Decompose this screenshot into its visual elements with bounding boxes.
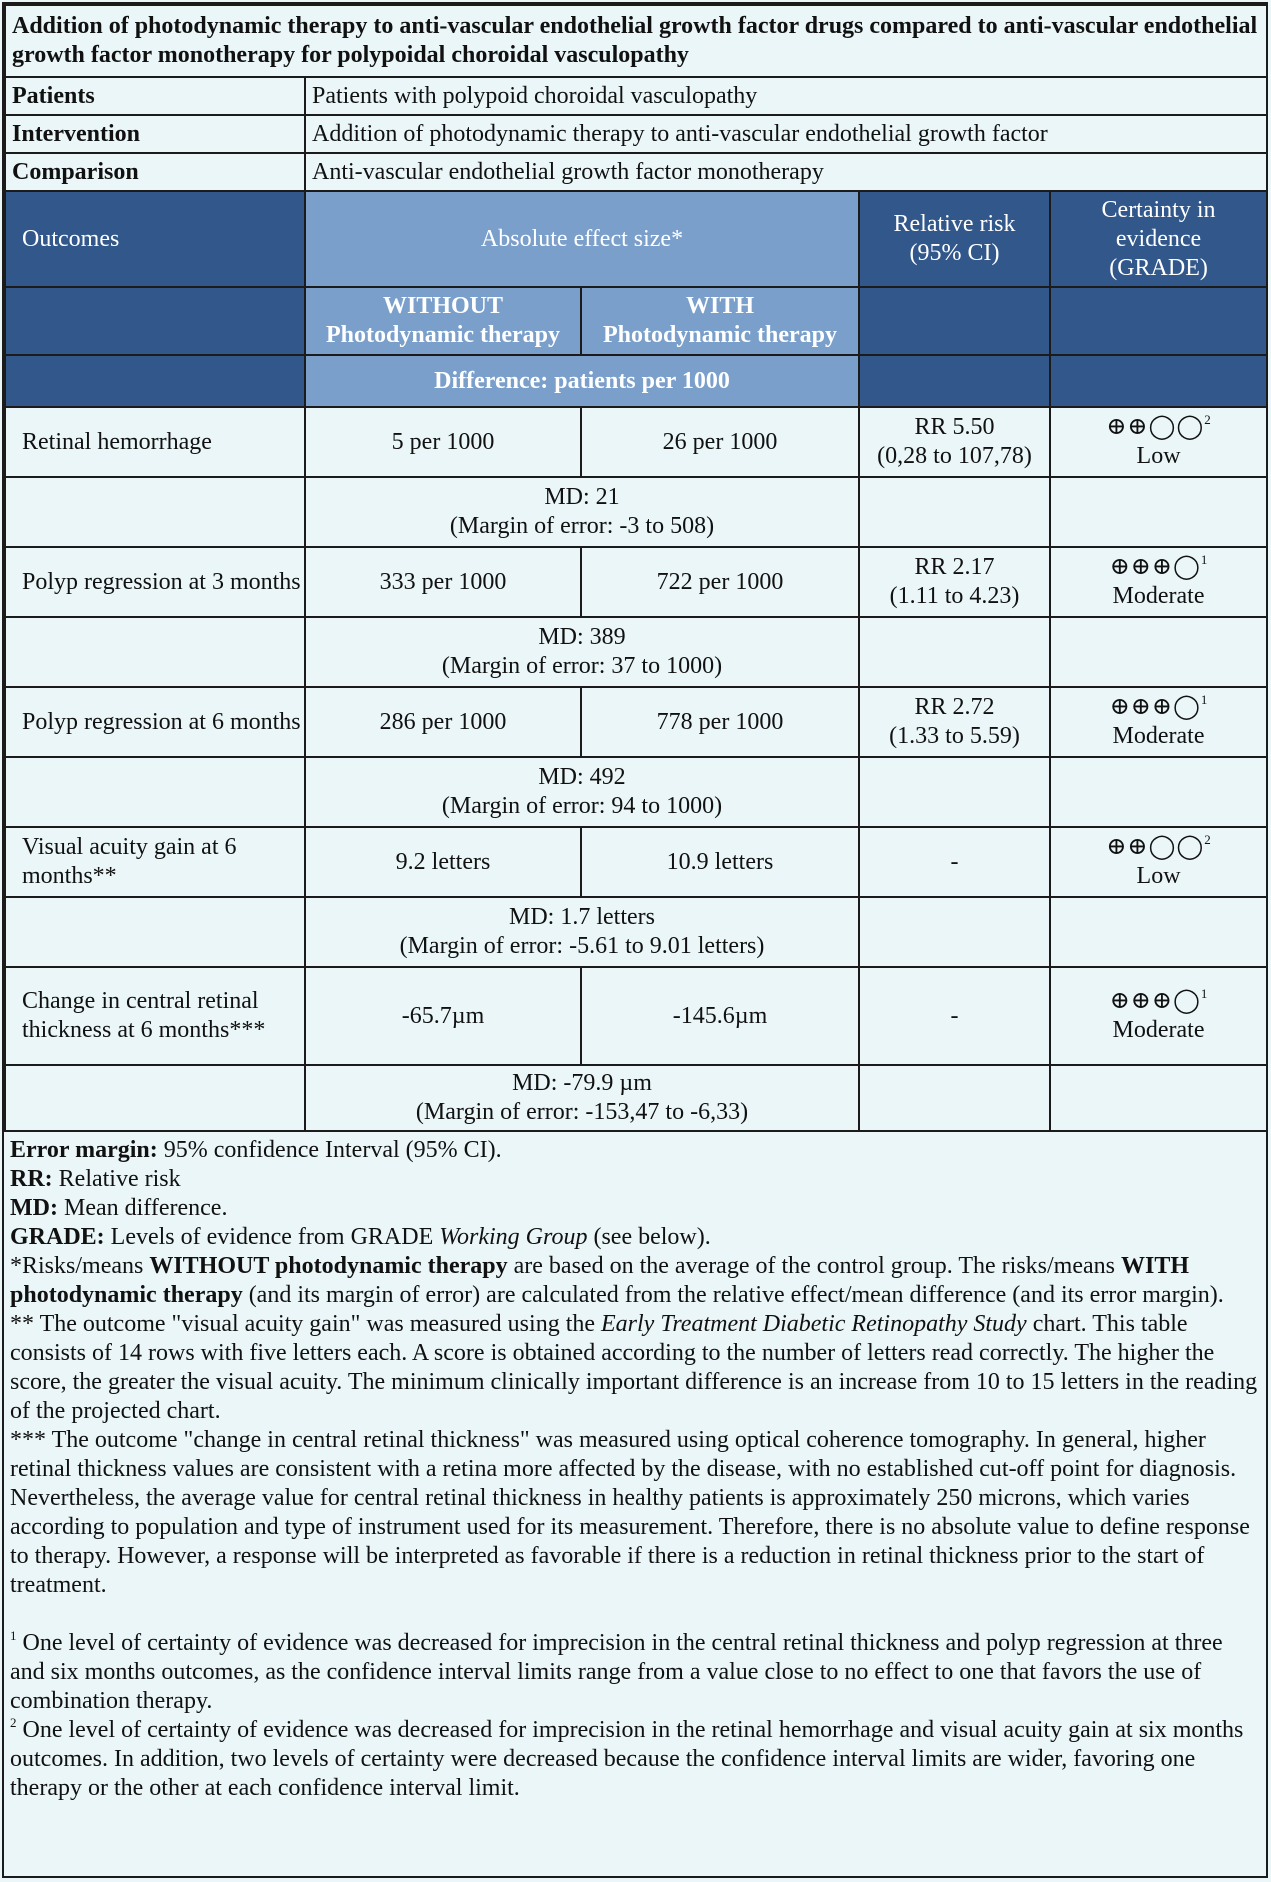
blank-cell — [5, 1065, 305, 1131]
blank-cell — [859, 477, 1050, 547]
note-grade: GRADE: Levels of evidence from GRADE Working Group (see below). — [10, 1224, 711, 1250]
blank-cell — [1050, 897, 1267, 967]
relative-risk: RR 2.17 (1.11 to 4.23) — [859, 547, 1050, 617]
certainty-grade: ⊕⊕◯◯$^2$ Low — [1050, 827, 1267, 897]
relative-risk: - — [859, 967, 1050, 1065]
outcome-name: Polyp regression at 3 months — [5, 547, 305, 617]
footnote-1: $^1$ One level of certainty of evidence was decreased for imprecision in the central retinal thickness and polyp regression at three and six months outcomes, as the confidence interval limits range from a value close to no effect to one that favors the use of combination therapy. — [10, 1628, 1223, 1714]
table-title: Addition of photodynamic therapy to anti-vascular endothelial growth factor drugs compared to anti-vascular endothelial growth factor monotherapy for polypoidal choroidal vasculopathy — [5, 5, 1267, 77]
risk-with: 722 per 1000 — [581, 547, 859, 617]
blank-cell — [859, 617, 1050, 687]
blank-cell — [859, 1065, 1050, 1131]
pico-value-intervention: Addition of photodynamic therapy to anti-vascular endothelial growth factor — [305, 115, 1267, 153]
certainty-grade: ⊕⊕⊕◯$^1$ Moderate — [1050, 967, 1267, 1065]
grade-symbols: ⊕⊕◯◯ — [1106, 834, 1205, 860]
certainty-grade: ⊕⊕⊕◯$^1$ Moderate — [1050, 547, 1267, 617]
table-row — [5, 407, 1267, 477]
note-single-star: *Risks/means WITHOUT photodynamic therapy are based on the average of the control group. The risks/means WITH photodynamic therapy (and its margin of error) are calculated from the relative effect/mean difference (and its error margin). — [10, 1253, 1224, 1308]
risk-with: 26 per 1000 — [581, 407, 859, 477]
footnote-2: $^2$ One level of certainty of evidence was decreased for imprecision in the retinal hemorrhage and visual acuity gain at six months outcomes. In addition, two levels of certainty were decreased because the confidence interval limits are wider, favoring one therapy or the other at each confidence interval limit. — [10, 1715, 1244, 1801]
header-blank — [5, 355, 305, 407]
certainty-grade: ⊕⊕⊕◯$^1$ Moderate — [1050, 687, 1267, 757]
header-blank — [1050, 287, 1267, 355]
blank-cell — [5, 477, 305, 547]
spacer — [10, 1600, 1260, 1629]
blank-cell — [1050, 1065, 1267, 1131]
pico-label-intervention: Intervention — [5, 115, 305, 153]
header-absolute-effect: Absolute effect size* — [305, 191, 859, 287]
header-with: WITH Photodynamic therapy — [581, 287, 859, 355]
mean-difference: MD: -79.9 µm (Margin of error: -153,47 to -6,33) — [305, 1065, 859, 1131]
blank-cell — [1050, 757, 1267, 827]
risk-without: 9.2 letters — [305, 827, 581, 897]
pico-value-comparison: Anti-vascular endothelial growth factor monotherapy — [305, 153, 1267, 191]
table-row — [5, 827, 1267, 897]
outcome-name: Retinal hemorrhage — [5, 407, 305, 477]
relative-risk: RR 5.50 (0,28 to 107,78) — [859, 407, 1050, 477]
grade-symbols: ⊕⊕⊕◯ — [1109, 988, 1201, 1014]
footnote-ref: 1 — [1200, 552, 1208, 567]
table-row — [5, 477, 1267, 547]
table-row — [5, 1065, 1267, 1131]
outcome-name: Change in central retinal thickness at 6 months*** — [5, 967, 305, 1065]
table-footnotes — [4, 1132, 1266, 1803]
mean-difference: MD: 389 (Margin of error: 37 to 1000) — [305, 617, 859, 687]
blank-cell — [1050, 617, 1267, 687]
table-row — [5, 897, 1267, 967]
note-error-margin: Error margin: 95% confidence Interval (95% CI). — [10, 1137, 502, 1163]
outcome-name: Visual acuity gain at 6 months** — [5, 827, 305, 897]
note-rr: RR: Relative risk — [10, 1166, 181, 1192]
note-triple-star: *** The outcome "change in central retinal thickness" was measured using optical coherence tomography. In general, higher retinal thickness values are consistent with a retina more affected by the disease, with no established cut-off point for diagnosis. Nevertheless, the average value for central retinal thickness in healthy patients is approximately 250 microns, which varies according to population and type of instrument used for its measurement. Therefore, there is no absolute value to define response to therapy. However, a response will be interpreted as favorable if there is a reduction in retinal thickness prior to the start of treatment. — [10, 1427, 1250, 1598]
outcome-name: Polyp regression at 6 months — [5, 687, 305, 757]
grade-symbols: ⊕⊕◯◯ — [1106, 414, 1205, 440]
certainty-grade: ⊕⊕◯◯$^2$ Low — [1050, 407, 1267, 477]
risk-without: -65.7µm — [305, 967, 581, 1065]
risk-with: 10.9 letters — [581, 827, 859, 897]
header-blank — [5, 287, 305, 355]
blank-cell — [859, 757, 1050, 827]
header-relative-risk: Relative risk (95% CI) — [859, 191, 1050, 287]
table-row — [5, 757, 1267, 827]
risk-without: 5 per 1000 — [305, 407, 581, 477]
mean-difference: MD: 21 (Margin of error: -3 to 508) — [305, 477, 859, 547]
blank-cell — [5, 757, 305, 827]
table-row — [5, 547, 1267, 617]
header-difference: Difference: patients per 1000 — [305, 355, 859, 407]
pico-value-patients: Patients with polypoid choroidal vasculopathy — [305, 77, 1267, 115]
mean-difference: MD: 1.7 letters (Margin of error: -5.61 to 9.01 letters) — [305, 897, 859, 967]
header-blank — [1050, 355, 1267, 407]
footnote-ref: 1 — [1200, 986, 1208, 1001]
header-blank — [859, 355, 1050, 407]
table-row — [5, 967, 1267, 1065]
note-md: MD: Mean difference. — [10, 1195, 228, 1221]
header-blank — [859, 287, 1050, 355]
header-without: WITHOUT Photodynamic therapy — [305, 287, 581, 355]
risk-without: 333 per 1000 — [305, 547, 581, 617]
table-row — [5, 687, 1267, 757]
relative-risk: RR 2.72 (1.33 to 5.59) — [859, 687, 1050, 757]
blank-cell — [5, 897, 305, 967]
header-outcomes: Outcomes — [5, 191, 305, 287]
blank-cell — [859, 897, 1050, 967]
risk-with: 778 per 1000 — [581, 687, 859, 757]
risk-with: -145.6µm — [581, 967, 859, 1065]
footnote-ref: 1 — [1200, 692, 1208, 707]
blank-cell — [5, 617, 305, 687]
table-row — [5, 617, 1267, 687]
pico-label-patients: Patients — [5, 77, 305, 115]
note-double-star: ** The outcome "visual acuity gain" was measured using the Early Treatment Diabetic Retinopathy Study chart. This table consists of 14 rows with five letters each. A score is obtained according to the number of letters read correctly. The higher the score, the greater the visual acuity. The minimum clinically important difference is an increase from 10 to 15 letters in the reading of the projected chart. — [10, 1311, 1258, 1424]
summary-of-findings — [2, 2, 1268, 1878]
risk-without: 286 per 1000 — [305, 687, 581, 757]
blank-cell — [1050, 477, 1267, 547]
header-certainty: Certainty in evidence (GRADE) — [1050, 191, 1267, 287]
pico-label-comparison: Comparison — [5, 153, 305, 191]
footnote-ref: 2 — [1204, 832, 1211, 847]
grade-symbols: ⊕⊕⊕◯ — [1109, 694, 1201, 720]
grade-symbols: ⊕⊕⊕◯ — [1109, 554, 1201, 580]
sof-table — [4, 4, 1268, 1132]
mean-difference: MD: 492 (Margin of error: 94 to 1000) — [305, 757, 859, 827]
relative-risk: - — [859, 827, 1050, 897]
footnote-ref: 2 — [1204, 412, 1211, 427]
